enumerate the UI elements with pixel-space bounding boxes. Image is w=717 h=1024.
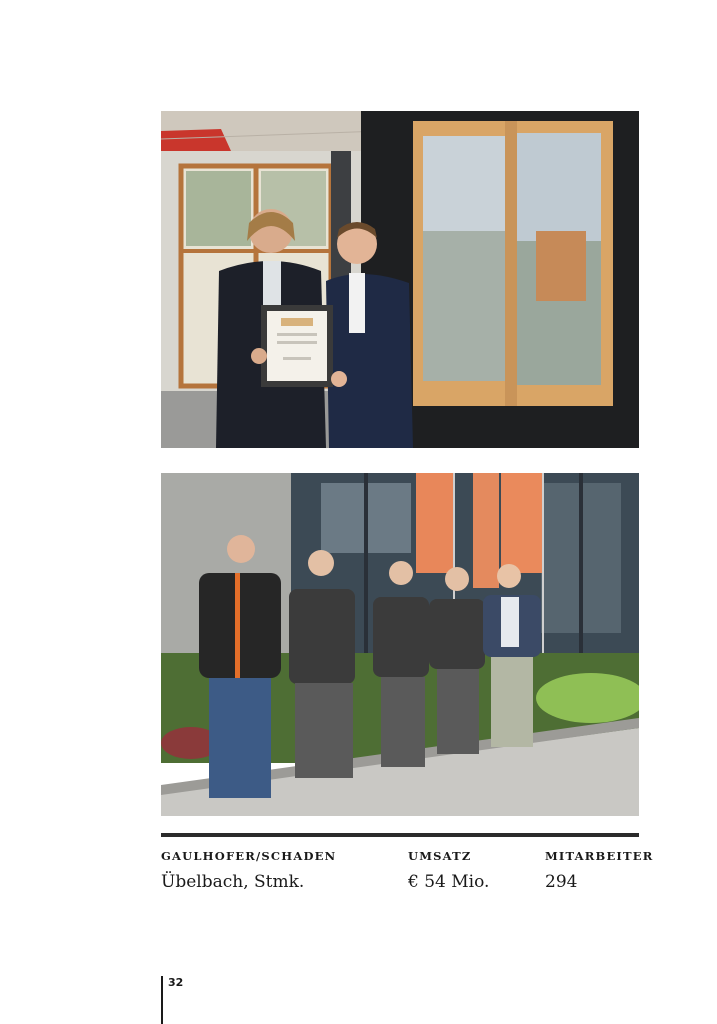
group-photo	[161, 473, 639, 816]
page-number: 32	[168, 976, 184, 989]
section-divider	[161, 833, 639, 837]
employees-column	[545, 849, 653, 892]
company-column	[161, 849, 336, 892]
revenue-value: € 54 Mio.	[408, 872, 490, 892]
award-photo	[161, 111, 639, 448]
revenue-label: UMSATZ	[408, 849, 472, 863]
company-name-label: GAULHOFER/SCHADEN	[161, 849, 337, 863]
page-number-marker	[161, 976, 163, 1024]
company-location: Übelbach, Stmk.	[161, 872, 305, 892]
award-photo-image	[161, 111, 639, 448]
group-photo-image	[161, 473, 639, 816]
employees-label: MITARBEITER	[545, 849, 654, 863]
revenue-column	[408, 849, 489, 892]
employees-value: 294	[545, 872, 578, 892]
